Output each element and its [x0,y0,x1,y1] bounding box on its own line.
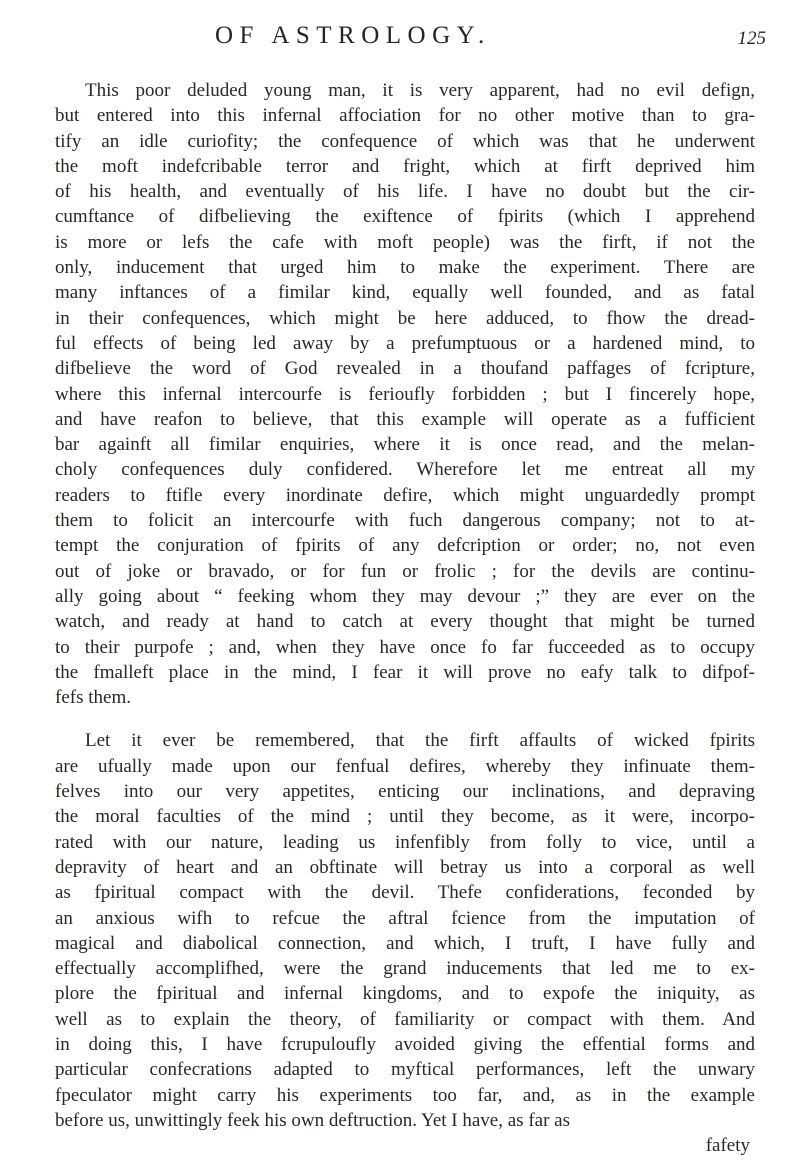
text-line: readers to ftifle every inordinate defire, which might unguardedly prompt [55,484,755,506]
text-line: the moral faculties of the mind ; until they become, as it were, incorpo- [55,806,755,828]
page-number: 125 [737,28,766,49]
running-title: OF ASTROLOGY. [215,22,491,49]
text-line: well as to explain the theory, of familiarity or compact with them. And [55,1008,755,1030]
text-line: particular confecrations adapted to myftical performances, left the unwary [55,1059,755,1081]
text-line: where this infernal intercourfe is ferioufly forbidden ; but I fincerely hope, [55,383,755,405]
text-line: in doing this, I have fcrupuloufly avoided giving the effential forms and [55,1033,755,1055]
text-line: cumftance of difbelieving the exiftence of fpirits (which I apprehend [55,206,755,228]
text-line: magical and diabolical connection, and which, I truft, I have fully and [55,932,755,954]
text-line: tempt the conjuration of fpirits of any defcription or order; no, not even [55,535,755,557]
text-line: and have reafon to believe, that this example will operate as a fufficient [55,408,755,430]
text-line: bar againft all fimilar enquiries, where it is once read, and the melan- [55,434,755,456]
text-line: ful effects of being led away by a prefumptuous or a hardened mind, to [55,332,755,354]
text-line: but entered into this infernal affociation for no other motive than to gra- [55,105,755,127]
text-line: Let it ever be remembered, that the firft affaults of wicked fpirits [85,730,755,752]
text-line: fefs them. [55,687,131,709]
text-line: This poor deluded young man, it is very apparent, had no evil defign, [85,80,755,101]
text-line: depravity of heart and an obftinate will betray us into a corporal as well [55,856,755,878]
text-line: before us, unwittingly feek his own deftruction. Yet I have, as far as [55,1109,570,1131]
text-line: many inftances of a fimilar kind, equally well founded, and as fatal [55,282,755,304]
text-line: in their confequences, which might be here adduced, to fhow the dread- [55,307,755,329]
text-line: the moft indefcribable terror and fright, which at firft deprived him [55,155,755,177]
text-line: watch, and ready at hand to catch at every thought that might be turned [55,611,755,633]
paragraph [55,78,755,710]
text-line: tify an idle curiofity; the confequence of which was that he underwent [55,130,755,152]
text-line: is more or lefs the cafe with moft people) was the firft, if not the [55,231,755,253]
text-line: rated with our nature, leading us infenfibly from folly to vice, until a [55,831,755,853]
text-line: only, inducement that urged him to make the experiment. There are [55,257,755,279]
running-head [0,18,800,58]
text-line: felves into our very appetites, enticing our inclinations, and depraving [55,781,755,803]
body-text [55,78,755,1158]
paragraph [55,728,755,1133]
text-line: out of joke or bravado, or for fun or frolic ; for the devils are continu- [55,560,755,582]
text-line: are ufually made upon our fenfual defires, whereby they infinuate them- [55,755,755,777]
text-line: fpeculator might carry his experiments too far, and, as in the example [55,1084,755,1106]
text-line: the fmalleft place in the mind, I fear it will prove no eafy talk to difpof- [55,661,755,683]
text-line: to their purpofe ; and, when they have once fo far fucceeded as to occupy [55,636,755,658]
text-line: as fpiritual compact with the devil. Thefe confiderations, feconded by [55,882,755,904]
text-line: them to folicit an intercourfe with fuch dangerous company; not to at- [55,510,755,532]
text-line: choly confequences duly confidered. Wherefore let me entreat all my [55,459,755,481]
text-line: ally going about “ feeking whom they may devour ;” they are ever on the [55,585,755,607]
text-line: difbelieve the word of God revealed in a thoufand paffages of fcripture, [55,358,755,380]
catchword: fafety [705,1135,750,1157]
text-line: plore the fpiritual and infernal kingdoms, and to expofe the iniquity, as [55,983,755,1005]
text-line: of his health, and eventually of his life. I have no doubt but the cir- [55,181,755,203]
text-line: an anxious wifh to refcue the aftral fcience from the imputation of [55,907,755,929]
text-line: effectually accomplifhed, were the grand inducements that led me to ex- [55,958,755,980]
